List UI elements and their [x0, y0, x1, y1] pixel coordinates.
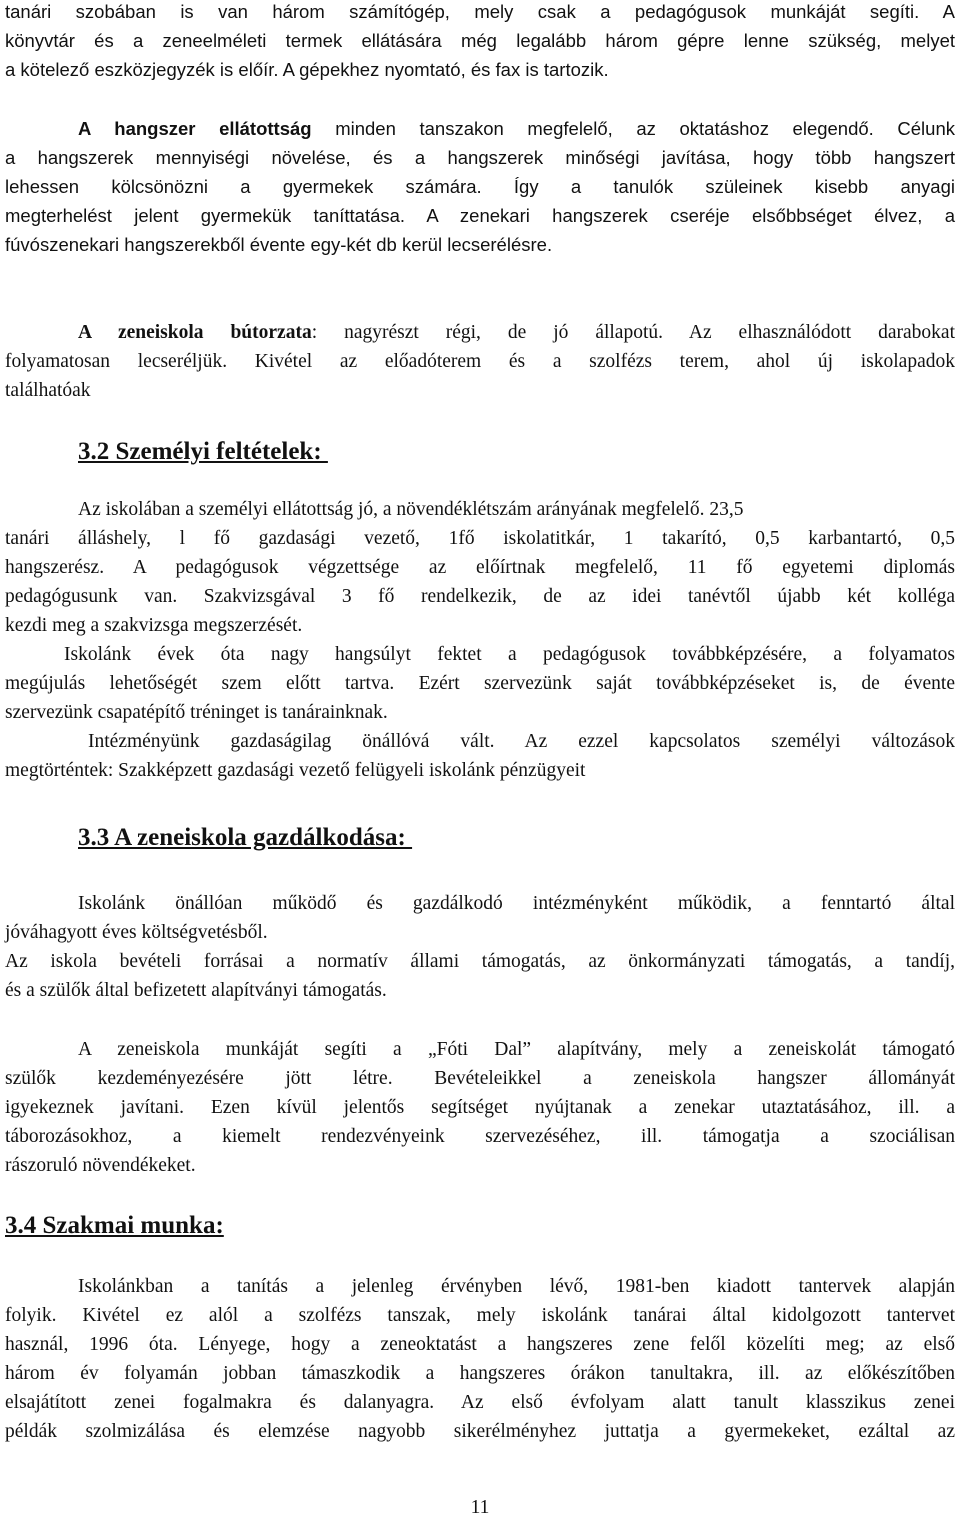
text-line: megújulás lehetőségét szem előtt tartva. Ezért szervezünk saját továbbképzéseket is, de évente [5, 673, 955, 694]
text-line: könyvtár és a zeneelméleti termek ellátására még legalább három gépre lenne szükség, melyet [5, 30, 955, 51]
text-line: Intézményünk gazdaságilag önállóvá vált. Az ezzel kapcsolatos személyi változások [88, 731, 955, 752]
text-line: példák szolmizálása és elemzése nagyobb sikerélményhez juttatja a gyermekeket, ezáltal az [5, 1421, 955, 1442]
text-line: pedagógusunk van. Szakvizsgával 3 fő rendelkezik, de az idei tanévtől újabb két kolléga [5, 586, 955, 607]
section-heading-personnel: 3.2 Személyi feltételek: [78, 438, 328, 465]
text-line: igyekeznek javítani. Ezen kívül jelentős segítséget nyújtanak a zenekar utaztatásához, ill. a [5, 1097, 955, 1118]
text-line: Az iskola bevételi forrásai a normatív állami támogatás, az önkormányzati támogatás, a tandíj, [5, 951, 955, 972]
text-line: szervezünk csapatépítő tréninget is tanárainknak. [5, 702, 388, 723]
furniture-lead: A zeneiskola bútorzata [78, 322, 312, 343]
text-line: a hangszerek mennyiségi növelése, és a hangszerek minőségi javítása, hogy több hangszert [5, 147, 955, 168]
text-line [78, 117, 955, 141]
text-line: és a szülők által befizetett alapítványi támogatás. [5, 980, 387, 1001]
text-line: fúvószenekari hangszerekből évente egy-két db kerül lecserélésre. [5, 234, 553, 255]
text-line: találhatóak [5, 380, 91, 401]
text-line: a kötelező eszközjegyzék is előír. A gépekhez nyomtató, és fax is tartozik. [5, 59, 609, 80]
text-line: táborozásokhoz, a kiemelt rendezvényeink szervezéséhez, ill. támogatja a szociálisan [5, 1126, 955, 1147]
furniture-line1-rest: : nagyrészt régi, de jó állapotú. Az elhasználódott darabokat [311, 322, 955, 343]
page-number: 11 [470, 1497, 490, 1518]
text-line: szülők kezdeményezésére jött létre. Bevételeikkel a zeneiskola hangszer állományát [5, 1068, 955, 1089]
section-heading-economy: 3.3 A zeneiskola gazdálkodása: [78, 824, 413, 851]
section-heading-professional: 3.4 Szakmai munka: [5, 1212, 224, 1239]
text-line: jóváhagyott éves költségvetésből. [5, 922, 268, 943]
text-line: hangszerész. A pedagógusok végzettsége az előírtnak megfelelő, 11 fő egyetemi diplomás [5, 557, 955, 578]
text-line: tanári álláshely, l fő gazdasági vezető, 1fő iskolatitkár, 1 takarító, 0,5 karbantartó, 0,5 [5, 528, 955, 549]
text-line [78, 321, 955, 345]
text-line: használ, 1996 óta. Lényege, hogy a zeneoktatást a hangszeres zene felől közelíti meg; az első [5, 1334, 955, 1355]
text-line: Iskolánkban a tanítás a jelenleg érvényben lévő, 1981-ben kiadott tantervek alapján [78, 1276, 955, 1297]
text-line: tanári szobában is van három számítógép, mely csak a pedagógusok munkáját segíti. A [5, 1, 955, 22]
text-line: Az iskolában a személyi ellátottság jó, a növendéklétszám arányának megfelelő. 23,5 [78, 499, 744, 520]
text-line: folyik. Kivétel ez alól a szolfézs tanszak, mely iskolánk tanárai által kidolgozott tantervet [5, 1305, 955, 1326]
text-line: rászoruló növendékeket. [5, 1155, 196, 1176]
text-line: kezdi meg a szakvizsga megszerzését. [5, 615, 303, 636]
text-line: megtörténtek: Szakképzett gazdasági vezető felügyeli iskolánk pénzügyeit [5, 760, 586, 781]
text-line: megterhelést jelent gyermekük taníttatása. A zenekari hangszerek cseréje elsőbbséget élvez, a [5, 205, 955, 226]
text-line: Iskolánk önállóan működő és gazdálkodó intézményként működik, a fenntartó által [78, 893, 955, 914]
text-line: három év folyamán jobban támaszkodik a hangszeres órákon tanultakra, ill. az előkészítőben [5, 1363, 955, 1384]
text-line: lehessen kölcsönözni a gyermekek számára. Így a tanulók szüleinek kisebb anyagi [5, 176, 955, 197]
text-line: elsajátított zenei fogalmakra és dalanyagra. Az első évfolyam alatt tanult klasszikus zenei [5, 1392, 955, 1413]
text-line: Iskolánk évek óta nagy hangsúlyt fektet a pedagógusok továbbképzésére, a folyamatos [64, 644, 955, 665]
instruments-lead: A hangszer ellátottság [78, 118, 312, 139]
text-line: folyamatosan lecseréljük. Kivétel az előadóterem és a szolfézs terem, ahol új iskolapadok [5, 351, 955, 372]
text-line: A zeneiskola munkáját segíti a „Fóti Dal” alapítvány, mely a zeneiskolát támogató [78, 1039, 955, 1060]
instruments-line1-rest: minden tanszakon megfelelő, az oktatáshoz elegendő. Célunk [311, 118, 955, 139]
